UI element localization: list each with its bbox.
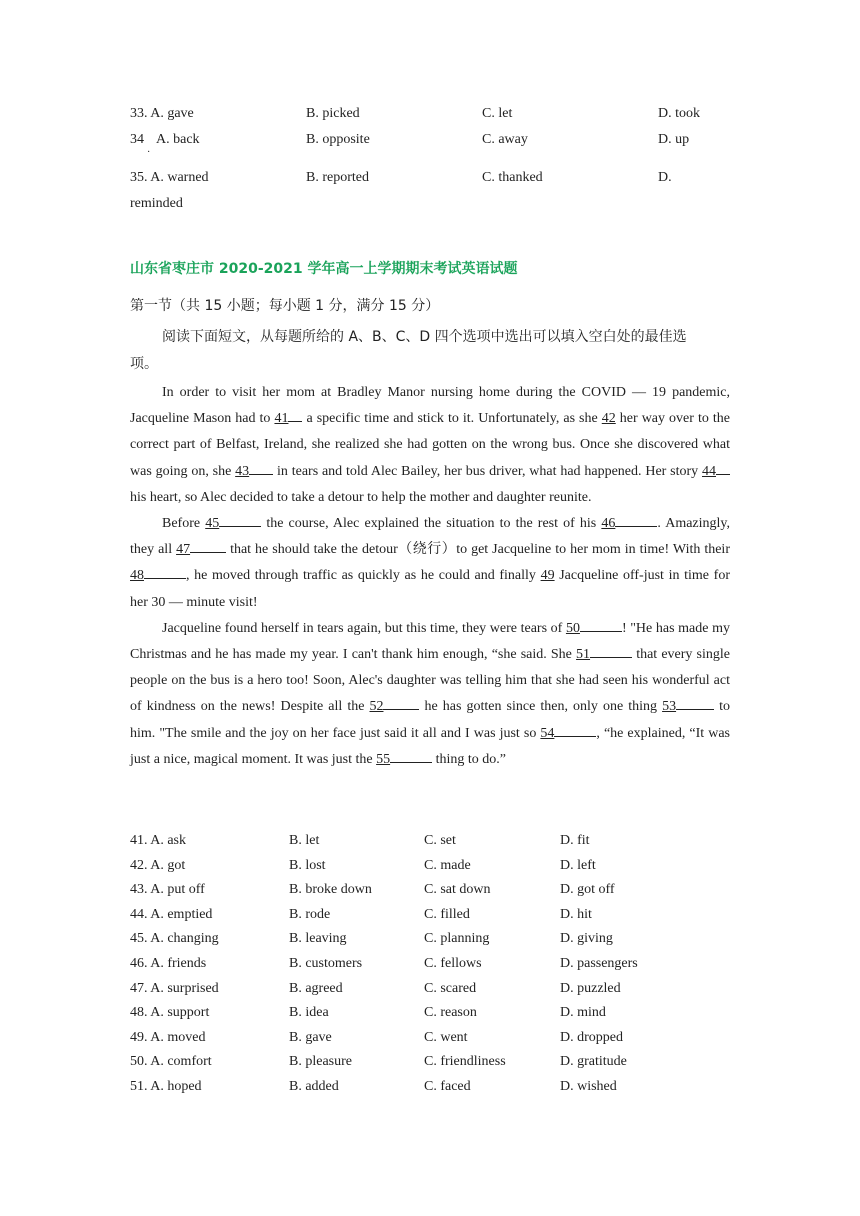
option-d: D. giving bbox=[560, 931, 613, 947]
option-a: 51. A. hoped bbox=[130, 1079, 202, 1094]
instruction-line-1: 阅读下面短文，从每题所给的 A、B、C、D 四个选项中选出可以填入空白处的最佳选 bbox=[162, 329, 687, 345]
blank-42: 42 bbox=[601, 411, 616, 427]
blank-55: 55 bbox=[376, 751, 391, 767]
paragraph-2: Before 45 the course, Alec explained the situation to the rest of his 46 . Amazingly, they all 47 that he should take the detour（绕行）to get Jacqueline to her mom in time! With their 48 , he moved through traffic as quickly as he could and finally 49 Jacqueline off-just in time for her 30 — minute visit! bbox=[130, 511, 730, 616]
blank-41: 41 bbox=[274, 411, 289, 427]
option-c: C. filled bbox=[424, 906, 470, 922]
paragraph-1: In order to visit her mom at Bradley Manor nursing home during the COVID — 19 pandemic, Jacqueline Mason had to 41 a specific time and stick to it. Unfortunately, as she 42 her way over to the correct part of Belfast, Ireland, she realized she had gotten on the wrong bus. Once she discovered what was going on, she 43 in tears and told Alec Bailey, her bus driver, what had happened. Her story 44 his heart, so Alec decided to take a detour to help the mother and daughter reunite. bbox=[130, 385, 730, 505]
option-a: 47. A. surprised bbox=[130, 980, 219, 996]
section-header: 第一节（共 15 小题；每小题 1 分，满分 15 分） bbox=[130, 298, 440, 314]
option-c: C. fellows bbox=[424, 956, 482, 971]
option-d: D. bbox=[658, 170, 672, 185]
option-d: D. took bbox=[658, 106, 700, 121]
option-c: C. thanked bbox=[482, 170, 543, 185]
option-d: D. fit bbox=[560, 833, 590, 848]
option-d: D. passengers bbox=[560, 956, 638, 971]
option-d: D. wished bbox=[560, 1079, 617, 1094]
option-a: 49. A. moved bbox=[130, 1029, 206, 1045]
option-d: D. up bbox=[658, 132, 690, 147]
option-b: B. broke down bbox=[289, 882, 372, 898]
option-d: D. hit bbox=[560, 906, 592, 922]
option-b: B. agreed bbox=[289, 980, 343, 996]
option-a: 46. A. friends bbox=[130, 956, 207, 971]
blank-45: 45 bbox=[205, 516, 220, 532]
passage bbox=[130, 380, 730, 773]
section-title: 山东省枣庄市 2020-2021 学年高一上学期期末考试英语试题 bbox=[130, 261, 518, 277]
blank-51: 51 bbox=[576, 647, 591, 663]
option-c: C. friendliness bbox=[424, 1054, 506, 1070]
option-a: A. back bbox=[156, 132, 200, 147]
option-c: C. went bbox=[424, 1029, 468, 1045]
option-b: B. pleasure bbox=[289, 1054, 352, 1070]
option-d: D. left bbox=[560, 857, 596, 873]
option-d: D. dropped bbox=[560, 1029, 623, 1045]
option-number: 34 bbox=[130, 132, 144, 147]
option-b: B. picked bbox=[306, 106, 360, 121]
option-a: 42. A. got bbox=[130, 857, 186, 873]
option-b: B. leaving bbox=[289, 931, 347, 947]
blank-46: 46 bbox=[601, 516, 616, 532]
blank-44: 44 bbox=[702, 463, 716, 479]
blank-47: 47 bbox=[176, 542, 191, 558]
option-a: 35. A. warned bbox=[130, 170, 209, 185]
blank-50: 50 bbox=[565, 620, 580, 636]
option-c: C. away bbox=[482, 132, 528, 147]
option-c: C. let bbox=[482, 106, 513, 121]
option-b: B. reported bbox=[306, 170, 369, 185]
option-a: 33. A. gave bbox=[130, 106, 194, 121]
option-a: 41. A. ask bbox=[130, 833, 186, 848]
option-a: 44. A. emptied bbox=[130, 906, 213, 922]
option-a: 48. A. support bbox=[130, 1005, 210, 1021]
option-d: D. gratitude bbox=[560, 1054, 627, 1070]
option-c: C. reason bbox=[424, 1005, 477, 1021]
paragraph-3: Jacqueline found herself in tears again, but this time, they were tears of 50 ! "He has made my Christmas and he has made my year. I can't thank him enough, “she said. She 51 that every single people on the bus is a hero too! Soon, Alec's daughter was telling him that she had seen his wonderful act of kindness on the news! Despite all the 52 he has gotten since then, only one thing 53 to him. "The smile and the joy on her face just said it all and I was just so 54 , “he explained, “It was just a nice, magical moment. It was just the 55 thing to do.” bbox=[130, 616, 730, 773]
option-c: C. scared bbox=[424, 980, 477, 996]
option-b: B. added bbox=[289, 1079, 339, 1094]
blank-52: 52 bbox=[369, 699, 384, 715]
option-c: C. set bbox=[424, 833, 456, 848]
option-c: C. faced bbox=[424, 1079, 471, 1094]
option-b: B. customers bbox=[289, 956, 363, 971]
option-a: 50. A. comfort bbox=[130, 1054, 212, 1070]
blank-54: 54 bbox=[540, 725, 555, 741]
option-b: B. gave bbox=[289, 1029, 332, 1045]
blank-49: 49 bbox=[540, 568, 555, 584]
option-b: B. opposite bbox=[306, 132, 370, 147]
option-c: C. sat down bbox=[424, 882, 491, 898]
option-a: 43. A. put off bbox=[130, 882, 205, 898]
option-b: B. idea bbox=[289, 1005, 329, 1021]
blank-48: 48 bbox=[130, 568, 144, 584]
option-c: C. planning bbox=[424, 931, 490, 947]
blank-43: 43 bbox=[235, 463, 250, 479]
stray-dot: · bbox=[147, 147, 151, 158]
option-b: B. rode bbox=[289, 906, 331, 922]
option-d: D. got off bbox=[560, 882, 615, 898]
option-d: D. puzzled bbox=[560, 980, 621, 996]
option-d: D. mind bbox=[560, 1005, 606, 1021]
instruction-line-2: 项。 bbox=[130, 356, 158, 372]
option-c: C. made bbox=[424, 857, 471, 873]
blank-53: 53 bbox=[662, 699, 677, 715]
option-b: B. let bbox=[289, 833, 320, 848]
option-b: B. lost bbox=[289, 857, 326, 873]
option-a: 45. A. changing bbox=[130, 931, 219, 947]
document-page: 33. A. gave B. picked C. let D. took 34 A. back B. opposite C. away D. up · 35. A. warned B. reported C. thanked D. reminded 山东省枣庄市 2020-2021 学年高一上学期期末考试英语试题 第一节（共 15 小题；每小题 1 分，满分 15 分） 阅读下面短文，从每题所给的 A、B、C、D 四个选项中选出可以填入空白处的最佳选 项。 In order to visit her mom at Bradley Manor nursing home during the COVID — 19 pandemic, Jacqueline Mason had to 41 a specific time and stick to it. Unfortunately, as she 42 her way over to the correct part of Belfast, Ireland, she realized she had gotten on the wrong bus. Once she discovered what was going on, she 43 in tears and told Alec Bailey, her bus driver, what had happened. Her story 44 his heart, so Alec decided to take a detour to help the mother and daughter reunite. Before 45 the course, Alec explained the situation to the rest of his 46 . Amazingly, they all 47 that he should take the detour（绕行）to get Jacqueline to her mom in time! With their 48 , he moved through traffic as quickly as he could and finally 49 Jacqueline off-just in time for her 30 — minute visit! Jacqueline found herself in tears again, but this time, they were tears of 50 ! "He has made my Christmas and he has made my year. I can't thank him enough, “she said. She 51 that every single people on the bus is a hero too! Soon, Alec's daughter was telling him that she had seen his wonderful act of kindness on the news! Despite all the 52 he has gotten since then, only one thing 53 to him. "The smile and the joy on her face just said it all and I was just so 54 , “he explained, “It was just a nice, magical moment. It was just the 55 thing to do.” 41. A. ask B. let C. set D. fit 42. A. got B. lost C. made D. left 43. A. put off B. broke down C. sat down D. got off 44. A. emptied B. rode C. filled D. hit 45. A. changing B. leaving C. planning D. giving 46. A. friends B. customers C. fellows D. passengers 47. A. surprised B. agreed C. scared D. puzzled 48. A. support B. idea C. reason D. mind 49. A. moved B. gave C. went D. dropped 50. A. comfort B. pleasure C. friendliness D. gratitude 51. A. hoped B. added C. faced D. wished bbox=[130, 106, 731, 1094]
